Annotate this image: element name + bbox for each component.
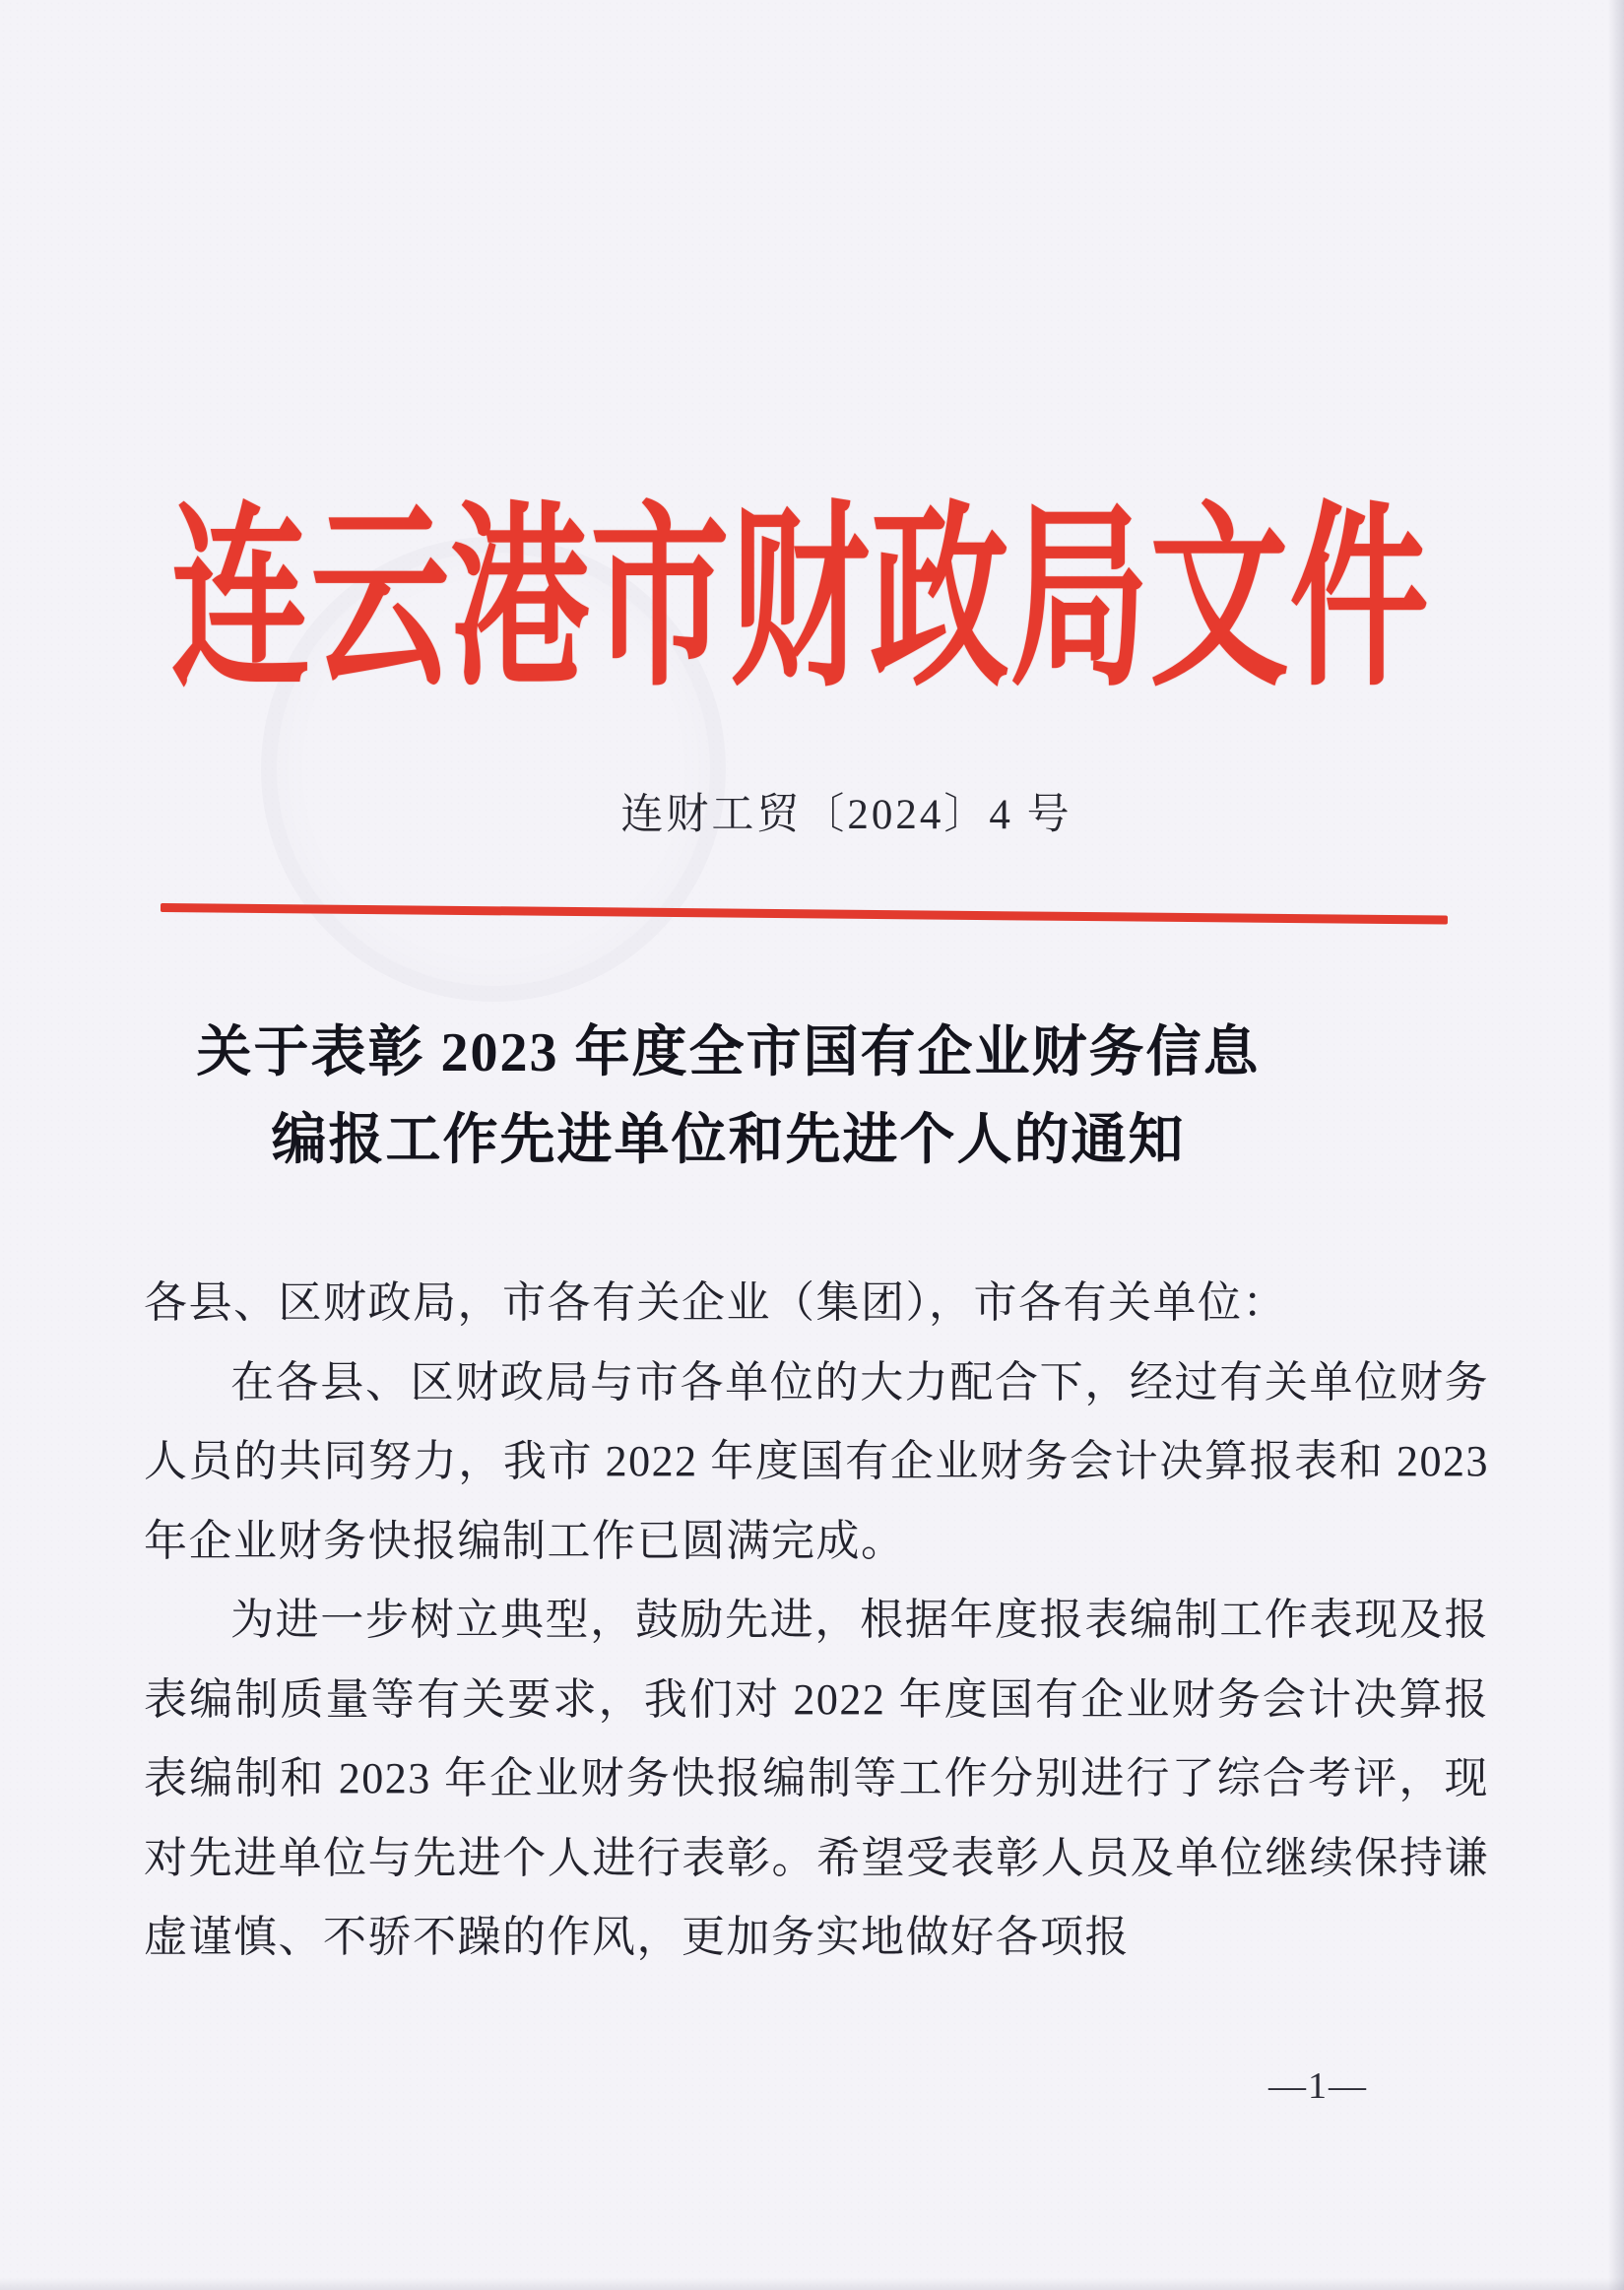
body-paragraph-2: 为进一步树立典型，鼓励先进，根据年度报表编制工作表现及报表编制质量等有关要求，我们对 2022 年度国有企业财务会计决算报表编制和 2023 年企业财务快报编制等工作分别进行了综合考评，现对先进单位与先进个人进行表彰。希望受表彰人员及单位继续保持谦虚谨慎、不骄不躁的作风，更加务实地做好各项报 bbox=[144, 1596, 1489, 1961]
page-number: —1— bbox=[1268, 2065, 1368, 2107]
agency-masthead: 连云港市财政局文件 bbox=[170, 491, 1430, 710]
document-title-line1: 关于表彰 2023 年度全市国有企业财务信息 bbox=[196, 1022, 1261, 1083]
scan-edge-shadow-bottom bbox=[0, 2278, 1624, 2290]
document-title bbox=[98, 1010, 1358, 1185]
document-body bbox=[144, 1264, 1489, 1978]
document-number: 连财工贸〔2024〕4 号 bbox=[620, 792, 1072, 838]
body-paragraph-1: 在各县、区财政局与市各单位的大力配合下，经过有关单位财务人员的共同努力，我市 2022 年度国有企业财务会计决算报表和 2023 年企业财务快报编制工作已圆满完成。 bbox=[144, 1357, 1489, 1565]
document-title-line2: 编报工作先进单位和先进个人的通知 bbox=[271, 1110, 1186, 1171]
salutation-line: 各县、区财政局，市各有关企业（集团），市各有关单位： bbox=[144, 1278, 1287, 1327]
scan-edge-shadow-right bbox=[1608, 0, 1624, 2290]
